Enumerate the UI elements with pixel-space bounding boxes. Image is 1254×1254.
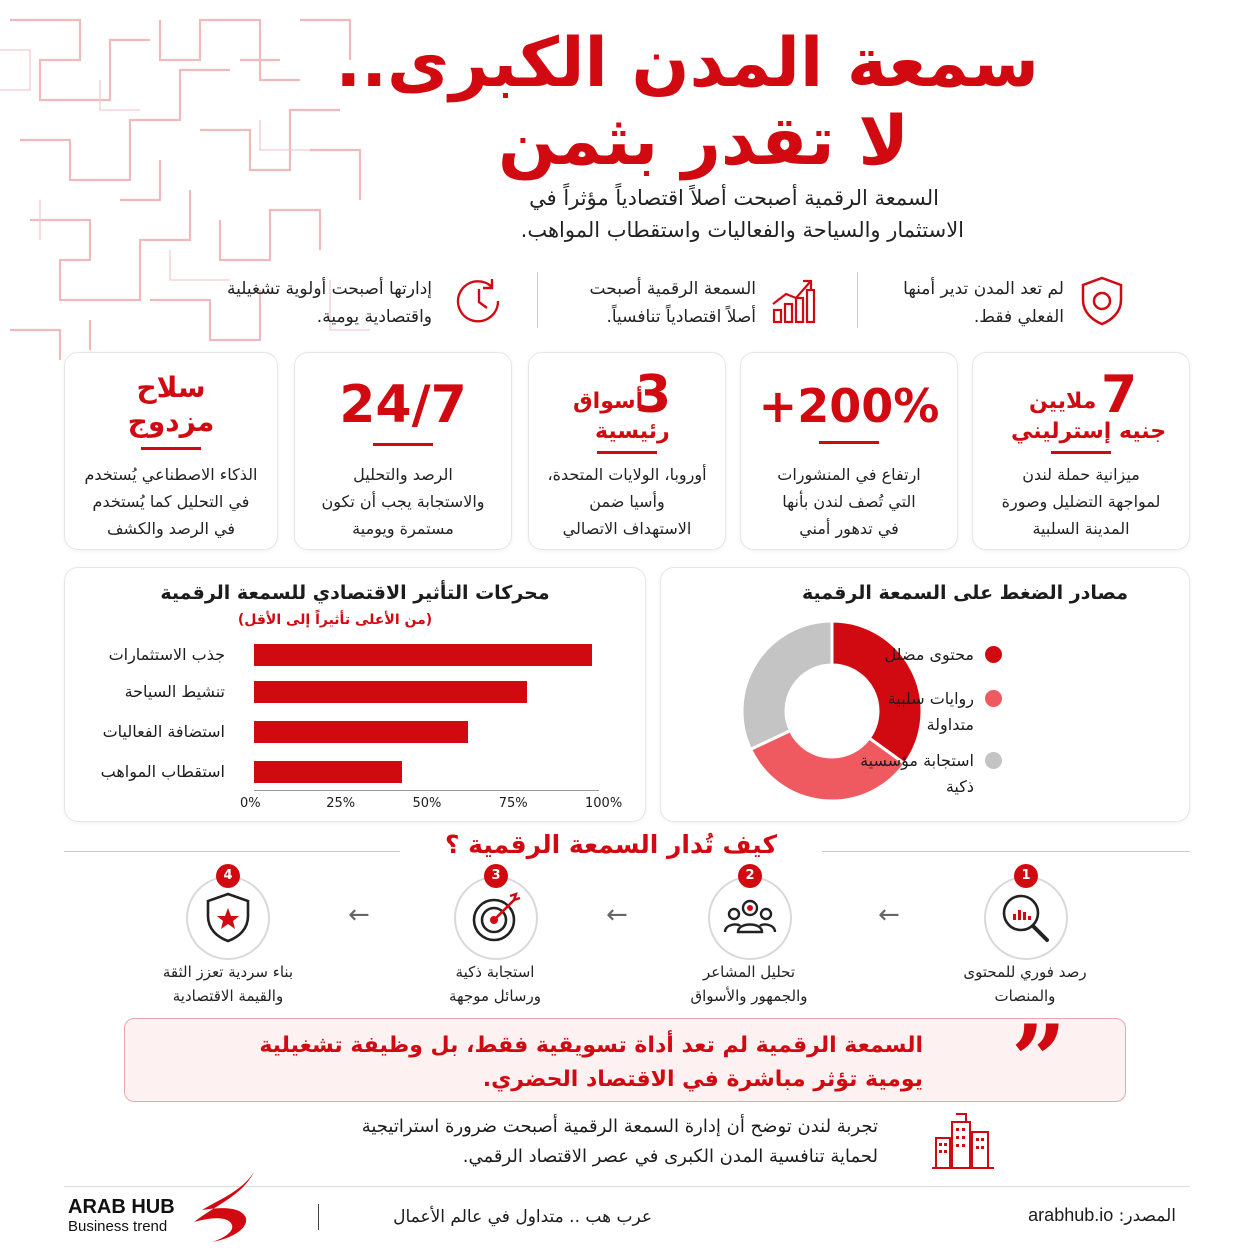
x-axis-line [254,790,599,791]
clock-refresh-icon [452,274,506,328]
intro-item-economic-asset: السمعة الرقمية أصبحت أصلاً اقتصادياً تنافسياً. [589,279,756,328]
step-1-number: 1 [1014,864,1038,888]
arab-hub-logo-icon [186,1166,266,1246]
stat-description: الرصد والتحليل والاستجابة يجب أن تكون مستمرة ويومية [321,465,485,539]
source-link[interactable]: arabhub.io [1028,1205,1114,1225]
stat-rule [819,441,879,444]
stat-unit: أسواق [573,389,644,414]
pressure-chart-title: مصادر الضغط على السمعة الرقمية [801,582,1129,604]
shield-star-icon [186,876,270,960]
page-title-line2: لا تقدر بثمن [498,102,909,181]
footer-source: المصدر: arabhub.io [1028,1205,1176,1226]
magnifier-icon [984,876,1068,960]
brand-name: ARAB HUB [68,1196,175,1218]
step-3-circle [454,876,538,960]
stat-card-posts [740,352,958,550]
legend-dot-misleading [985,646,1002,663]
step-3-number: 3 [484,864,508,888]
step-4-number: 4 [216,864,240,888]
bar-2 [254,681,527,703]
legend-dot-response [985,752,1002,769]
step-4-label: بناء سردية تعزز الثقة والقيمة الاقتصادية [162,963,294,1005]
divider [537,272,538,328]
shield-icon [1078,275,1126,327]
footer-divider [318,1204,319,1230]
donut-slice-3 [742,621,832,749]
stat-card-markets [528,352,726,550]
stat-value: +200% [758,379,940,433]
quote-box [124,1004,1126,1117]
section-rule-right [822,851,1190,852]
legend-smart-response: استجابة مؤسسية ذكية [860,751,974,796]
legend-dot-negative [985,690,1002,707]
arrow-left-icon: ← [878,900,900,930]
section-rule-left [64,851,400,852]
step-1-circle [984,876,1068,960]
stat-value-line1: سلاح [136,371,206,404]
stat-description: ميزانية حملة لندن لمواجهة التضليل وصورة المدينة السلبية [1001,465,1161,539]
stat-value: 7 [1101,365,1138,425]
city-buildings-icon [930,1108,996,1172]
pressure-chart-card [660,567,1190,822]
stat-rule [597,451,657,454]
stat-unit-currency: جنيه إسترليني [1011,419,1167,444]
bar-3 [254,721,468,743]
stat-description: أوروبا، الولايات المتحدة، وأسيا ضمن الاستهداف الاتصالي [547,465,707,539]
stat-description: الذكاء الاصطناعي يُستخدم في التحليل كما يُستخدم في الرصد والكشف [84,465,258,539]
legend-misleading-content: محتوى مضلل [884,645,974,664]
step-3-label: استجابة ذكية ورسائل موجهة [449,963,541,1005]
target-icon [454,876,538,960]
intro-item-security: لم تعد المدن تدير أمنها الفعلي فقط. [903,279,1064,328]
stat-rule [1051,451,1111,454]
quote-mark-icon: ” [1011,1004,1067,1117]
bar-label: تنشيط السياحة [124,682,225,701]
stat-description: ارتفاع في المنشورات التي تُصف لندن بأنها في تدهور أمني [777,465,921,539]
brand-subtitle: Business trend [68,1218,168,1235]
bar-4 [254,761,402,783]
step-1-label: رصد فوري للمحتوى والمنصات [963,963,1087,1005]
bar-1 [254,644,592,666]
step-4-circle [186,876,270,960]
arrow-left-icon: ← [606,900,628,930]
stat-rule [373,443,433,446]
footer-tagline: عرب هب .. متداول في عالم الأعمال [393,1207,652,1227]
arrow-left-icon: ← [348,900,370,930]
x-tick-label: 25% [326,796,356,811]
page-title-line1: سمعة المدن الكبرى.. [335,24,1039,103]
step-2-circle [708,876,792,960]
stat-unit: ملايين [1029,389,1097,414]
stat-unit-label: رئيسية [595,419,670,444]
stat-value: 3 [635,365,672,425]
subtitle-line1: السمعة الرقمية أصبحت أصلاً اقتصادياً مؤثراً في [529,186,939,210]
drivers-chart-subtitle: (من الأعلى تأثيراً إلى الأقل) [237,612,433,628]
bar-label: جذب الاستثمارات [108,645,225,664]
stat-card-ai [64,352,278,550]
divider [857,272,858,328]
x-tick-label: 0% [240,796,261,811]
bar-label: استقطاب المواهب [100,762,225,781]
stat-card-monitoring [294,352,512,550]
drivers-chart-card [64,567,646,822]
growth-chart-icon [770,276,816,326]
x-tick-label: 75% [498,796,528,811]
process-title: كيف تُدار السمعة الرقمية ؟ [444,830,778,859]
stat-value-line2: مزدوج [127,405,215,438]
x-tick-label: 100% [585,796,623,811]
quote-text: السمعة الرقمية لم تعد أداة تسويقية فقط، بل وظيفة تشغيلية يومية تؤثر مباشرة في الاقتصاد الحضري. [259,1033,923,1093]
subtitle-line2: الاستثمار والسياحة والفعاليات واستقطاب المواهب. [520,218,964,242]
stat-card-budget [972,352,1190,550]
conclusion-text: تجربة لندن توضح أن إدارة السمعة الرقمية أصبحت ضرورة استراتيجية لحماية تنافسية المدن الكبرى في عصر الاقتصاد الرقمي. [361,1116,878,1167]
audience-icon [708,876,792,960]
step-2-number: 2 [738,864,762,888]
legend-negative-narratives: روايات سلبية متداولة [887,689,974,734]
bar-label: استضافة الفعاليات [102,722,225,741]
stat-value: 24/7 [339,375,467,435]
stat-rule [141,447,201,450]
intro-item-priority: إدارتها أصبحت أولوية تشغيلية واقتصادية يومية. [227,279,432,328]
drivers-chart-title: محركات التأثير الاقتصادي للسمعة الرقمية [160,582,550,604]
step-2-label: تحليل المشاعر والجمهور والأسواق [690,963,808,1005]
x-tick-label: 50% [412,796,442,811]
